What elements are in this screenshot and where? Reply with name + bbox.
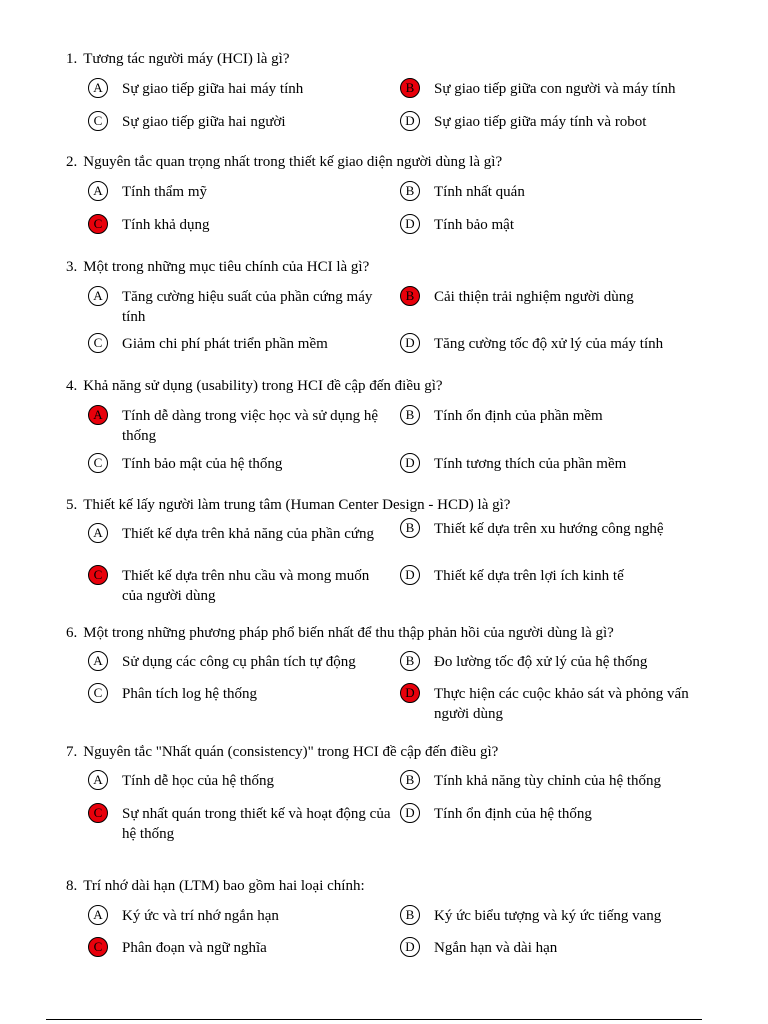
answer-bubble[interactable]: B	[400, 770, 420, 790]
option-label: Tính tương thích của phần mềm	[434, 456, 627, 472]
option-label: Tính dễ học của hệ thống	[122, 773, 275, 789]
option-label: Ký ức biểu tượng và ký ức tiếng vang	[434, 908, 662, 924]
question-3-option-b[interactable]	[400, 286, 710, 326]
option-label: Tính ổn định của phần mềm	[434, 408, 603, 424]
question-number: 2.	[66, 154, 78, 170]
option-label: Sự giao tiếp giữa hai người	[122, 114, 286, 130]
question-6-option-d[interactable]	[400, 683, 710, 723]
selected-answer-bubble[interactable]: C	[88, 565, 108, 585]
question-5-option-c[interactable]	[88, 565, 393, 605]
question-4-text	[66, 377, 443, 395]
question-1-option-c[interactable]	[88, 111, 393, 151]
answer-bubble[interactable]: D	[400, 214, 420, 234]
option-label: Sự giao tiếp giữa con người và máy tính	[434, 81, 676, 97]
answer-bubble[interactable]: C	[88, 111, 108, 131]
answer-bubble[interactable]: C	[88, 453, 108, 473]
option-label: Sử dụng các công cụ phân tích tự động	[122, 654, 356, 670]
option-label: Sự giao tiếp giữa máy tính và robot	[434, 114, 647, 130]
answer-bubble[interactable]: D	[400, 937, 420, 957]
option-label: Tính bảo mật	[434, 217, 514, 233]
option-label: Phân tích log hệ thống	[122, 686, 257, 702]
question-label: Tương tác người máy (HCI) là gì?	[83, 51, 290, 67]
answer-bubble[interactable]: A	[88, 78, 108, 98]
question-8-option-c[interactable]	[88, 937, 393, 977]
question-2-option-c[interactable]	[88, 214, 393, 254]
question-4-option-b[interactable]	[400, 405, 710, 445]
selected-answer-bubble[interactable]: A	[88, 405, 108, 425]
question-3-text	[66, 258, 369, 276]
question-6-text	[66, 624, 614, 642]
question-2-option-d[interactable]	[400, 214, 710, 254]
footer-divider	[46, 1019, 702, 1020]
selected-answer-bubble[interactable]: B	[400, 78, 420, 98]
answer-bubble[interactable]: A	[88, 651, 108, 671]
answer-bubble[interactable]: C	[88, 333, 108, 353]
answer-bubble[interactable]: C	[88, 683, 108, 703]
answer-bubble[interactable]: B	[400, 905, 420, 925]
question-label: Nguyên tắc "Nhất quán (consistency)" trong HCI đề cập đến điều gì?	[83, 744, 499, 760]
option-label: Cải thiện trải nghiệm người dùng	[434, 289, 634, 305]
option-label: Sự nhất quán trong thiết kế và hoạt động của hệ thống	[122, 806, 391, 842]
answer-bubble[interactable]: D	[400, 111, 420, 131]
option-label: Thiết kế dựa trên nhu cầu và mong muốn của người dùng	[122, 568, 370, 604]
option-label: Thiết kế dựa trên xu hướng công nghệ	[434, 521, 664, 537]
question-number: 6.	[66, 625, 78, 641]
question-label: Trí nhớ dài hạn (LTM) bao gồm hai loại chính:	[83, 878, 365, 894]
answer-bubble[interactable]: B	[400, 405, 420, 425]
option-label: Đo lường tốc độ xử lý của hệ thống	[434, 654, 648, 670]
option-label: Tăng cường tốc độ xử lý của máy tính	[434, 336, 664, 352]
option-label: Tính thẩm mỹ	[122, 184, 207, 200]
answer-bubble[interactable]: B	[400, 651, 420, 671]
answer-bubble[interactable]: A	[88, 286, 108, 306]
question-1-option-d[interactable]	[400, 111, 710, 151]
selected-answer-bubble[interactable]: C	[88, 937, 108, 957]
answer-bubble[interactable]: B	[400, 518, 420, 538]
question-number: 5.	[66, 497, 78, 513]
question-7-text	[66, 743, 498, 761]
option-label: Thiết kế dựa trên lợi ích kinh tế	[434, 568, 624, 584]
question-4-option-d[interactable]	[400, 453, 710, 493]
option-label: Tăng cường hiệu suất của phần cứng máy tính	[122, 289, 373, 325]
answer-bubble[interactable]: A	[88, 523, 108, 543]
option-label: Ký ức và trí nhớ ngắn hạn	[122, 908, 279, 924]
question-2-text	[66, 153, 502, 171]
question-number: 3.	[66, 259, 78, 275]
question-7-option-c[interactable]	[88, 803, 393, 843]
question-label: Một trong những phương pháp phổ biến nhất để thu thập phản hồi của người dùng là gì?	[83, 625, 614, 641]
question-3-option-a[interactable]	[88, 286, 393, 326]
option-label: Ngắn hạn và dài hạn	[434, 940, 558, 956]
option-label: Sự giao tiếp giữa hai máy tính	[122, 81, 304, 97]
selected-answer-bubble[interactable]: D	[400, 683, 420, 703]
answer-bubble[interactable]: D	[400, 453, 420, 473]
question-label: Khả năng sử dụng (usability) trong HCI đề cập đến điều gì?	[83, 378, 443, 394]
question-label: Nguyên tắc quan trọng nhất trong thiết kế giao diện người dùng là gì?	[83, 154, 503, 170]
question-7-option-d[interactable]	[400, 803, 710, 843]
option-label: Tính dễ dàng trong việc học và sử dụng hệ thống	[122, 408, 378, 444]
question-5-text	[66, 496, 510, 514]
option-label: Tính bảo mật của hệ thống	[122, 456, 283, 472]
answer-bubble[interactable]: D	[400, 565, 420, 585]
question-3-option-c[interactable]	[88, 333, 393, 373]
question-4-option-a[interactable]	[88, 405, 393, 445]
question-number: 7.	[66, 744, 78, 760]
question-number: 1.	[66, 51, 78, 67]
question-3-option-d[interactable]	[400, 333, 710, 373]
question-5-option-b[interactable]	[400, 518, 710, 558]
answer-bubble[interactable]: D	[400, 333, 420, 353]
question-label: Một trong những mục tiêu chính của HCI là gì?	[83, 259, 370, 275]
option-label: Tính khả năng tùy chỉnh của hệ thống	[434, 773, 662, 789]
question-8-option-d[interactable]	[400, 937, 710, 977]
question-label: Thiết kế lấy người làm trung tâm (Human Center Design - HCD) là gì?	[83, 497, 511, 513]
question-1-text	[66, 50, 290, 68]
option-label: Thiết kế dựa trên khả năng của phần cứng	[122, 526, 374, 542]
option-label: Giảm chi phí phát triển phần mềm	[122, 336, 328, 352]
question-4-option-c[interactable]	[88, 453, 393, 493]
option-label: Thực hiện các cuộc khảo sát và phỏng vấn người dùng	[434, 686, 689, 722]
question-8-text	[66, 877, 365, 895]
answer-bubble[interactable]: D	[400, 803, 420, 823]
answer-bubble[interactable]: A	[88, 181, 108, 201]
selected-answer-bubble[interactable]: B	[400, 286, 420, 306]
selected-answer-bubble[interactable]: C	[88, 214, 108, 234]
option-label: Tính khả dụng	[122, 217, 210, 233]
answer-bubble[interactable]: A	[88, 770, 108, 790]
answer-bubble[interactable]: B	[400, 181, 420, 201]
selected-answer-bubble[interactable]: C	[88, 803, 108, 823]
question-5-option-d[interactable]	[400, 565, 710, 605]
question-number: 4.	[66, 378, 78, 394]
question-6-option-c[interactable]	[88, 683, 393, 723]
option-label: Tính nhất quán	[434, 184, 525, 200]
question-5-option-a[interactable]	[88, 523, 393, 563]
answer-bubble[interactable]: A	[88, 905, 108, 925]
option-label: Phân đoạn và ngữ nghĩa	[122, 940, 267, 956]
question-number: 8.	[66, 878, 78, 894]
option-label: Tính ổn định của hệ thống	[434, 806, 592, 822]
